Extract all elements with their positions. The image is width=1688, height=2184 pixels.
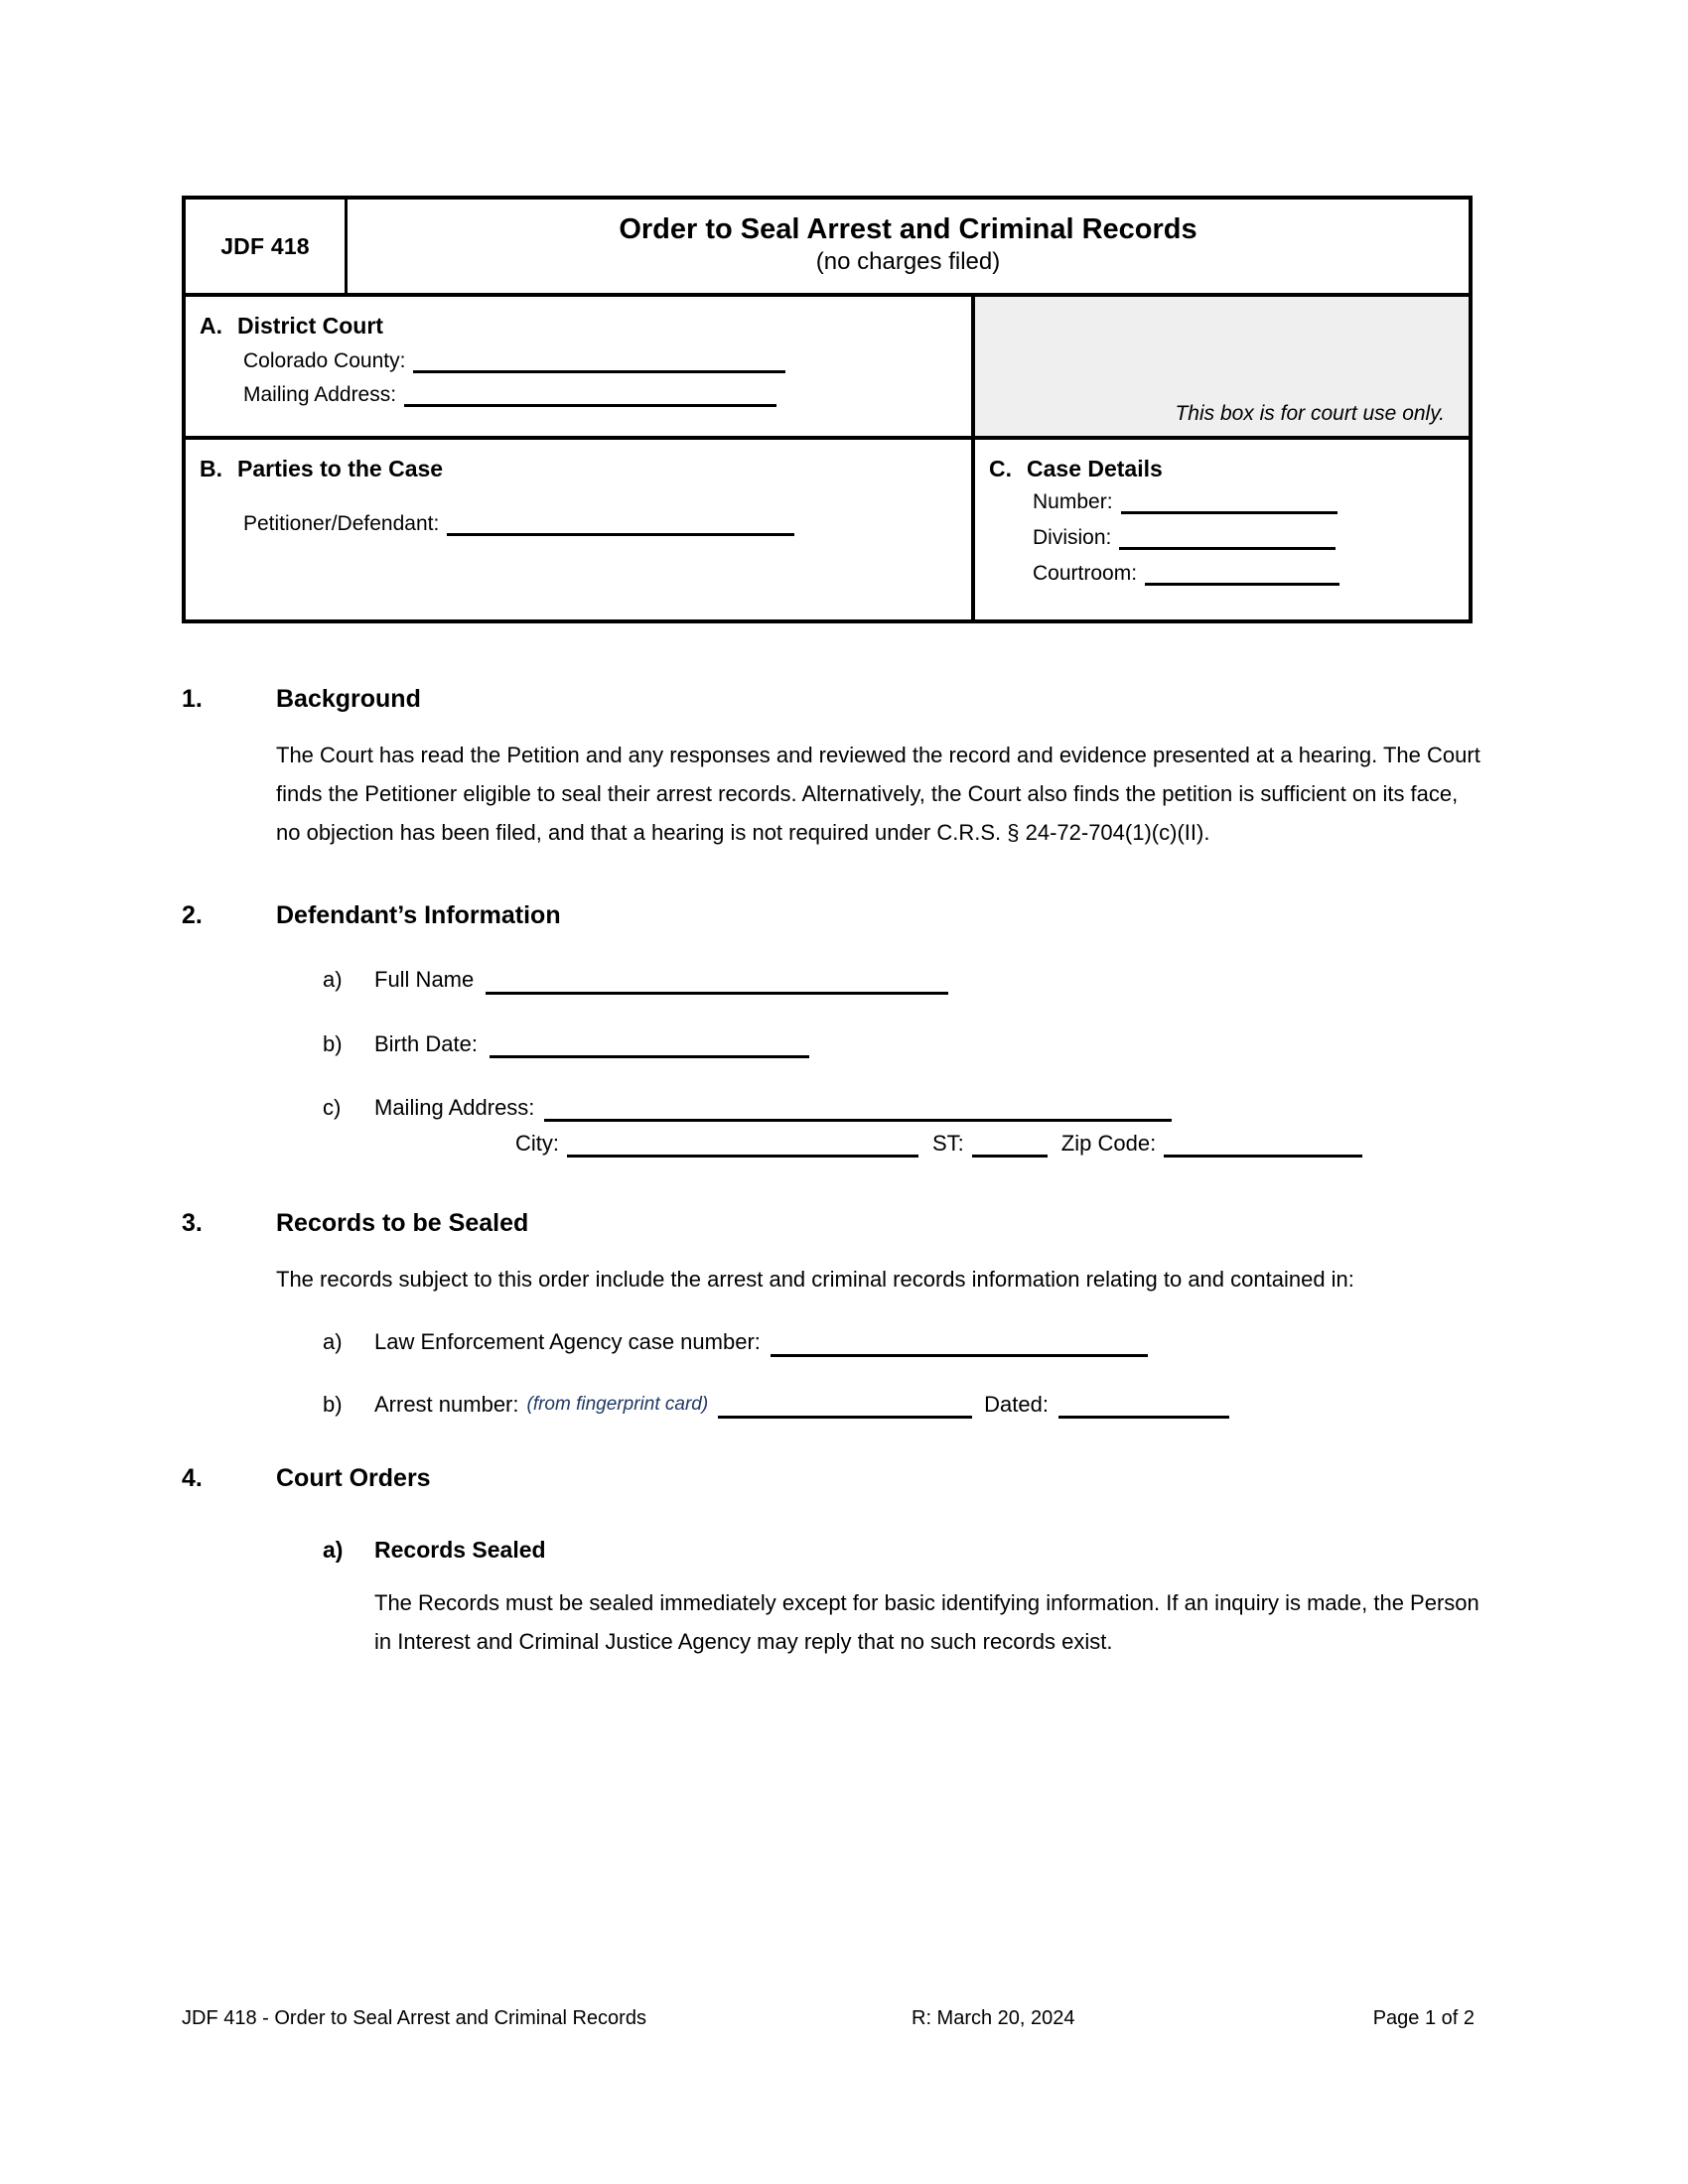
field-case-number[interactable]	[989, 490, 1469, 514]
section-a-district-court	[186, 297, 971, 436]
section-1-background	[182, 685, 1482, 852]
mailing-address-court-input[interactable]	[404, 383, 776, 407]
birth-date-label: Birth Date:	[374, 1030, 478, 1056]
case-number-input[interactable]	[1121, 490, 1337, 514]
subsection-4a-heading-row	[323, 1537, 1482, 1564]
form-title-cell	[348, 200, 1469, 293]
arrest-dated-label: Dated:	[984, 1391, 1049, 1417]
section-4-title: Court Orders	[276, 1463, 431, 1492]
section-2-number: 2.	[182, 901, 203, 930]
field-mailing-address-row[interactable]	[323, 1096, 1482, 1122]
footer-form-name: JDF 418 - Order to Seal Arrest and Criminal Records	[182, 2007, 646, 2029]
item-marker-2b: b)	[323, 1030, 343, 1056]
petitioner-defendant-label: Petitioner/Defendant:	[243, 512, 440, 536]
colorado-county-label: Colorado County:	[243, 349, 406, 373]
item-marker-3a: a)	[323, 1329, 343, 1355]
section-a-title: District Court	[237, 313, 383, 340]
section-4-number: 4.	[182, 1463, 203, 1492]
document-body	[182, 685, 1482, 1665]
le-case-number-label: Law Enforcement Agency case number:	[374, 1329, 761, 1355]
court-use-only-note: This box is for court use only.	[1175, 402, 1445, 426]
field-courtroom[interactable]	[989, 562, 1469, 586]
field-le-case-number-row[interactable]	[323, 1330, 1482, 1356]
field-arrest-number-row[interactable]	[323, 1393, 1482, 1419]
section-1-paragraph: The Court has read the Petition and any responses and reviewed the record and evidence presented at a hearing. The Court finds the Petitioner eligible to seal their arrest records. Alternatively, the Court also finds the petition is sufficient on its face, no objection has been filed, and that a hearing is not required under C.R.S. § 24-72-704(1)(c)(II).	[276, 743, 1480, 846]
item-marker-2c: c)	[323, 1094, 342, 1120]
section-c-letter: C.	[989, 456, 1012, 482]
state-label: ST:	[932, 1131, 964, 1157]
courtroom-input[interactable]	[1145, 562, 1339, 586]
page-footer	[182, 2007, 1475, 2030]
case-number-label: Number:	[1033, 490, 1113, 514]
city-input[interactable]	[567, 1134, 918, 1158]
item-marker-3b: b)	[323, 1391, 343, 1417]
section-3-paragraph: The records subject to this order include the arrest and criminal records information relating to and contained in:	[276, 1267, 1354, 1293]
arrest-number-input[interactable]	[718, 1395, 972, 1419]
section-3-heading-row	[182, 1209, 1482, 1238]
section-b-heading	[200, 456, 971, 482]
subsection-4a-title: Records Sealed	[374, 1536, 546, 1563]
field-full-name-row[interactable]	[323, 968, 1482, 994]
zip-code-input[interactable]	[1164, 1134, 1362, 1158]
form-title: Order to Seal Arrest and Criminal Records	[619, 213, 1197, 245]
section-c-case-details	[975, 436, 1469, 619]
section-b-letter: B.	[200, 456, 222, 482]
section-4-heading-row	[182, 1464, 1482, 1493]
section-3-number: 3.	[182, 1209, 203, 1238]
division-label: Division:	[1033, 526, 1112, 550]
footer-page-number: Page 1 of 2	[1372, 2007, 1475, 2029]
courtroom-label: Courtroom:	[1033, 562, 1138, 586]
arrest-number-label: Arrest number:	[374, 1391, 519, 1417]
arrest-dated-input[interactable]	[1058, 1395, 1229, 1419]
mailing-address-label: Mailing Address:	[374, 1094, 535, 1120]
item-marker-2a: a)	[323, 967, 343, 993]
form-header-table	[182, 196, 1473, 623]
section-c-heading	[989, 456, 1469, 482]
city-label: City:	[515, 1131, 559, 1157]
header-body-band	[186, 293, 1469, 619]
section-c-title: Case Details	[1027, 456, 1163, 482]
section-3-title: Records to be Sealed	[276, 1209, 529, 1238]
field-petitioner-defendant[interactable]	[200, 512, 971, 536]
field-division[interactable]	[989, 526, 1469, 550]
field-city-state-zip-row[interactable]	[515, 1132, 1482, 1158]
state-input[interactable]	[972, 1134, 1048, 1158]
birth-date-input[interactable]	[490, 1034, 809, 1058]
le-case-number-input[interactable]	[771, 1333, 1148, 1357]
petitioner-defendant-input[interactable]	[447, 512, 794, 536]
mailing-address-input[interactable]	[544, 1098, 1172, 1122]
header-title-row	[186, 200, 1469, 293]
section-b-title: Parties to the Case	[237, 456, 444, 482]
section-2-defendant-information	[182, 901, 1482, 1158]
field-colorado-county[interactable]	[200, 349, 971, 373]
form-code: JDF 418	[220, 232, 310, 259]
section-2-heading-row	[182, 901, 1482, 930]
division-input[interactable]	[1119, 526, 1336, 550]
section-1-number: 1.	[182, 685, 203, 713]
section-3-records-to-be-sealed	[182, 1209, 1482, 1419]
full-name-label: Full Name	[374, 967, 475, 993]
header-left-column	[186, 297, 975, 619]
form-subtitle: (no charges filed)	[815, 248, 1001, 276]
section-1-title: Background	[276, 685, 421, 713]
subsection-4a-paragraph: The Records must be sealed immediately except for basic identifying information. If an inquiry is made, the Person in Interest and Criminal Justice Agency may reply that no such records exist.	[374, 1589, 1479, 1654]
header-right-column	[975, 297, 1469, 619]
arrest-number-note: (from fingerprint card)	[526, 1393, 709, 1415]
footer-revision-date: R: March 20, 2024	[912, 2007, 1075, 2029]
full-name-input[interactable]	[486, 971, 948, 995]
zip-code-label: Zip Code:	[1060, 1131, 1157, 1157]
field-mailing-address-court[interactable]	[200, 383, 971, 407]
colorado-county-input[interactable]	[413, 349, 785, 373]
mailing-address-court-label: Mailing Address:	[243, 383, 397, 407]
section-2-title: Defendant’s Information	[276, 901, 561, 930]
field-birth-date-row[interactable]	[323, 1032, 1482, 1058]
court-use-only-box	[975, 297, 1469, 436]
section-a-letter: A.	[200, 313, 222, 340]
subsection-marker-4a: a)	[323, 1536, 344, 1563]
form-code-cell	[186, 200, 348, 293]
section-4-court-orders	[182, 1464, 1482, 1661]
section-1-heading-row	[182, 685, 1482, 714]
section-b-parties	[186, 436, 971, 619]
section-a-heading	[200, 313, 971, 340]
